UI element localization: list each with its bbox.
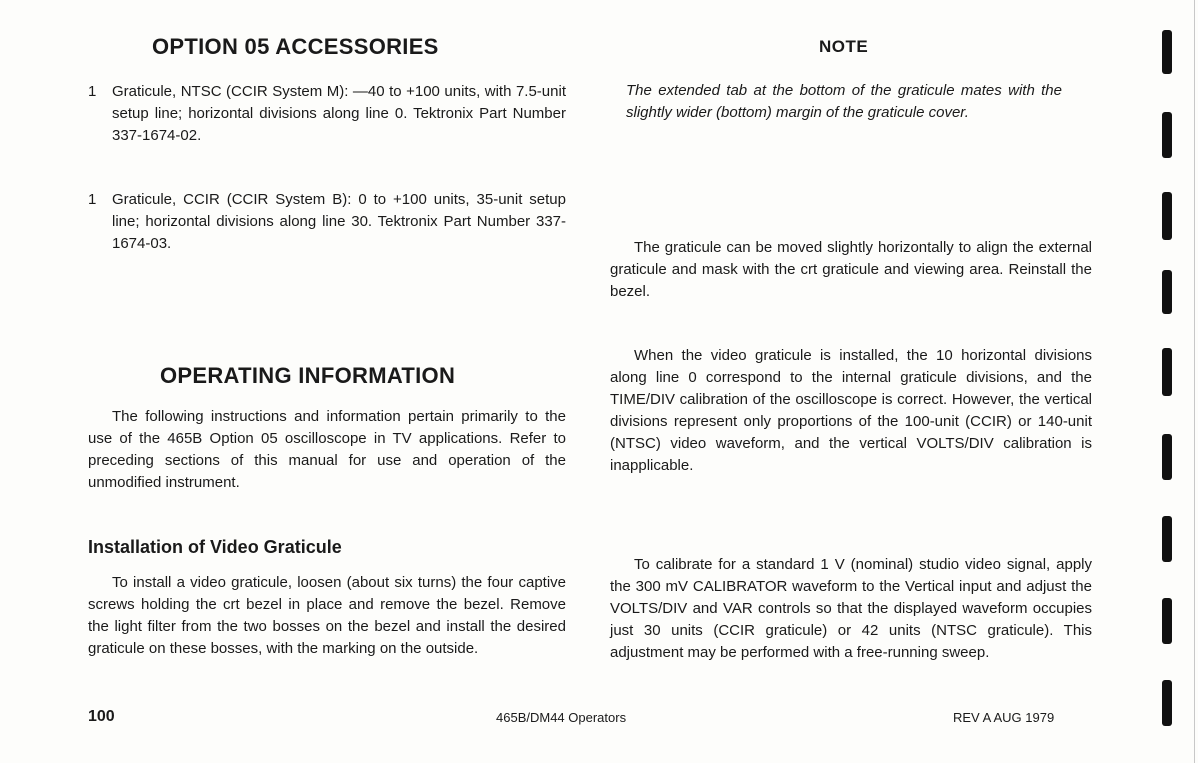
operating-information-text: The following instructions and information pertain primarily to the use of the 465B Option 05 oscilloscope in TV applications. Refer to preceding sections of this manual for use and operation of the unmodified instrument. (88, 408, 566, 491)
graticule-calibration-paragraph: When the video graticule is installed, the 10 horizontal divisions along line 0 correspond to the internal graticule divisions, and the TIME/DIV calibration of the oscilloscope is correct. However, the vertical divisions represent only proportions of the 100-unit (CCIR) or 140-unit (NTSC) video waveform, and the vertical VOLTS/DIV calibration is inapplicable. (610, 347, 1092, 474)
accessory-item-ntsc (88, 81, 568, 147)
change-bar (1162, 516, 1172, 562)
studio-video-calibration-paragraph: To calibrate for a standard 1 V (nominal) studio video signal, apply the 300 mV CALIBRATOR waveform to the Vertical input and adjust the VOLTS/DIV and VAR controls so that the displayed waveform occupies just 30 units (CCIR graticule) or 42 units (NTSC graticule). This adjustment may be performed with a free-running sweep. (610, 556, 1092, 661)
installation-text: To install a video graticule, loosen (about six turns) the four captive screws holding the crt bezel in place and remove the bezel. Remove the light filter from the two bosses on the bezel and install the desired graticule on these bosses, with the marking on the outside. (88, 574, 566, 657)
manual-title: 465B/DM44 Operators (496, 710, 627, 725)
item-quantity: 1 (88, 83, 97, 100)
change-bar (1162, 30, 1172, 74)
accessory-item-ccir (88, 189, 568, 255)
change-bar (1162, 112, 1172, 158)
change-bar (1162, 680, 1172, 726)
change-bar (1162, 348, 1172, 396)
page-number: 100 (88, 708, 115, 725)
revision-date: REV A AUG 1979 (953, 710, 1055, 725)
note-text: The extended tab at the bottom of the graticule mates with the slightly wider (bottom) margin of the graticule cover. (626, 82, 1062, 121)
change-bar (1162, 598, 1172, 644)
accessories-heading: OPTION 05 ACCESSORIES (152, 34, 439, 59)
page-edge (1194, 0, 1195, 763)
change-bar (1162, 270, 1172, 314)
change-bar (1162, 434, 1172, 480)
installation-heading: Installation of Video Graticule (88, 537, 342, 557)
item-description: Graticule, NTSC (CCIR System M): —40 to +100 units, with 7.5-unit setup line; horizontal divisions along line 0. Tektronix Part Number 337-1674-02. (112, 83, 566, 144)
change-bar (1162, 192, 1172, 240)
operating-information-heading: OPERATING INFORMATION (160, 363, 456, 388)
item-description: Graticule, CCIR (CCIR System B): 0 to +100 units, 35-unit setup line; horizontal divisions along line 30. Tektronix Part Number 337-1674-03. (112, 191, 566, 252)
graticule-alignment-paragraph: The graticule can be moved slightly horizontally to align the external graticule and mask with the crt graticule and viewing area. Reinstall the bezel. (610, 239, 1092, 300)
note-heading: NOTE (819, 37, 869, 56)
item-quantity: 1 (88, 191, 97, 208)
